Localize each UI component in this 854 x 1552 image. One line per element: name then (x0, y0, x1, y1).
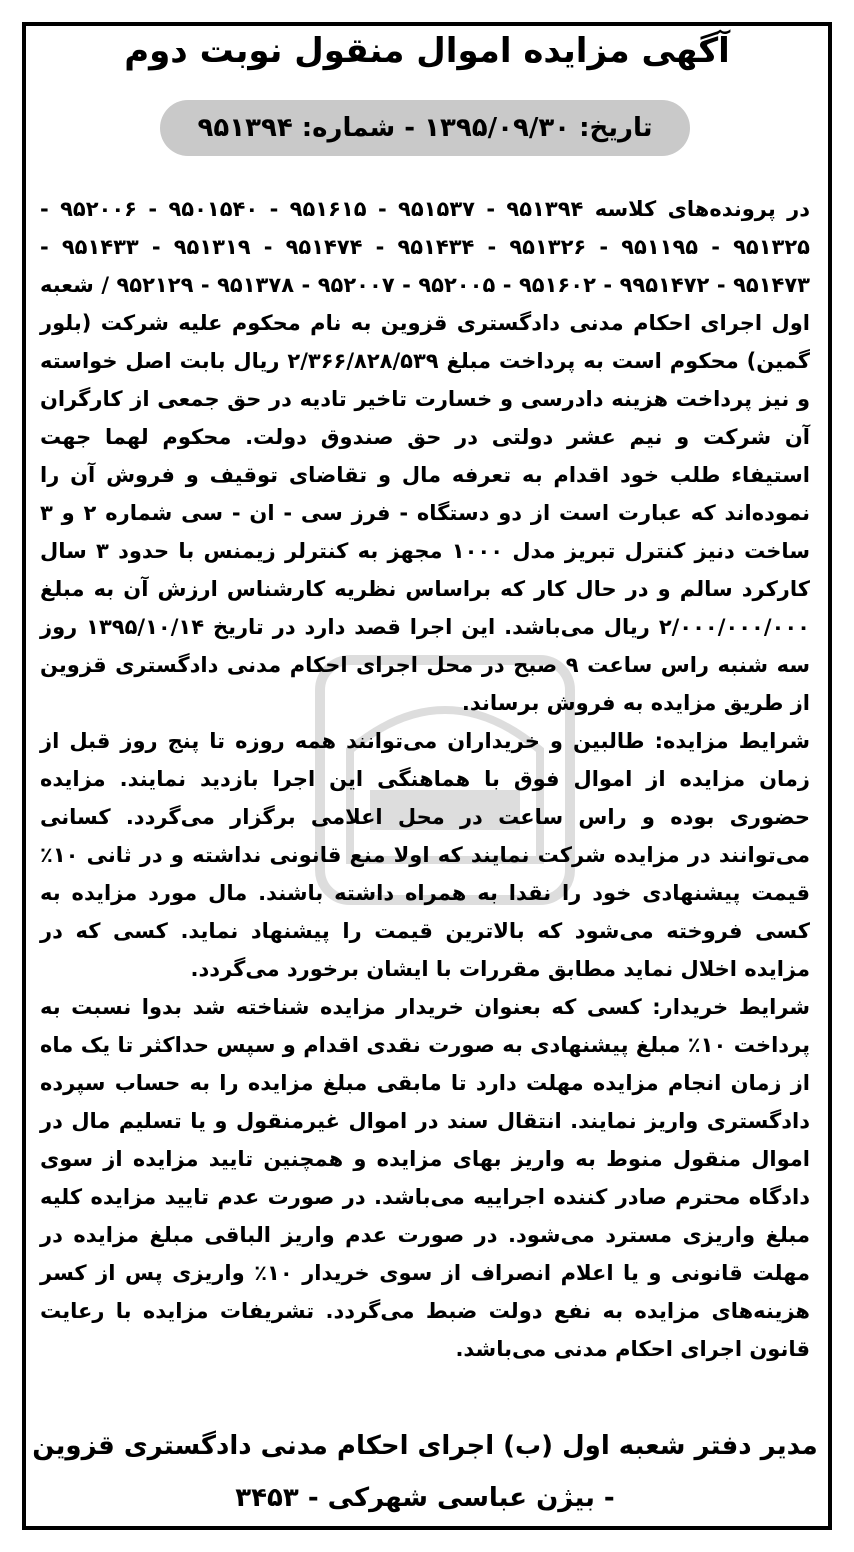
auction-conditions-paragraph: شرایط مزایده: طالبین و خریداران می‌توانند همه روزه تا پنج روز قبل از زمان مزایده از اموال فوق با هماهنگی این اجرا بازدید نمایند. مزایده حضوری بوده و راس ساعت در محل اعلامی برگزار می‌گردد. کسانی می‌توانند در مزایده شرکت نمایند که اولا منع قانونی نداشته و در ثانی ۱۰٪ قیمت پیشنهادی خود را نقدا به همراه داشته باشند. مال مورد مزایده به کسی فروخته می‌شود که بالاترین قیمت را پیشنهاد نماید. کسی که در مزایده اخلال نماید مطابق مقررات با ایشان برخورد می‌گردد. (40, 729, 810, 981)
notice-body (40, 190, 810, 1368)
notice-title: آگهی مزایده اموال منقول نوبت دوم (124, 31, 730, 71)
signature-block (30, 1420, 820, 1524)
date-number-bar (160, 100, 690, 156)
signature-text: مدیر دفتر شعبه اول (ب) اجرای احکام مدنی دادگستری قزوین - بیژن عباسی شهرکی - ۳۴۵۳ (32, 1431, 818, 1513)
date-number-text: تاریخ: ۱۳۹۵/۰۹/۳۰ - شماره: ۹۵۱۳۹۴ (197, 113, 653, 143)
case-details-paragraph: در پرونده‌های کلاسه ۹۵۱۳۹۴ - ۹۵۱۵۳۷ - ۹۵۱۶۱۵ - ۹۵۰۱۵۴۰ - ۹۵۲۰۰۶ - ۹۵۱۳۲۵ - ۹۵۱۱۹۵ - ۹۵۱۳۲۶ - ۹۵۱۴۳۴ - ۹۵۱۴۷۴ - ۹۵۱۳۱۹ - ۹۵۱۴۳۳ - ۹۵۱۴۷۳ - ۹۹۵۱۴۷۲ - ۹۵۱۶۰۲ - ۹۵۲۰۰۵ - ۹۵۲۰۰۷ - ۹۵۱۳۷۸ - ۹۵۲۱۲۹ / شعبه اول اجرای احکام مدنی دادگستری قزوین به نام محکوم علیه شرکت (بلور گمین) محکوم است به پرداخت مبلغ ۲/۳۶۶/۸۲۸/۵۳۹ ریال بابت اصل خواسته و نیز پرداخت هزینه دادرسی و خسارت تاخیر تادیه در حق جمعی از کارگران آن شرکت و نیم عشر دولتی در حق صندوق دولت. محکوم لهما جهت استیفاء طلب خود اقدام به تعرفه مال و تقاضای توقیف و فروش آن را نموده‌اند که عبارت است از دو دستگاه - فرز سی - ان - سی شماره ۲ و ۳ ساخت دنیز کنترل تبریز مدل ۱۰۰۰ مجهز به کنترلر زیمنس با حدود ۳ سال کارکرد سالم و در حال کار که براساس نظریه کارشناس ارزش آن به مبلغ ۲/۰۰۰/۰۰۰/۰۰۰ ریال می‌باشد. این اجرا قصد دارد در تاریخ ۱۳۹۵/۱۰/۱۴ روز سه شنبه راس ساعت ۹ صبح در محل اجرای احکام مدنی دادگستری قزوین از طریق مزایده به فروش برساند. (40, 197, 810, 715)
buyer-conditions-paragraph: شرایط خریدار: کسی که بعنوان خریدار مزایده شناخته شد بدوا نسبت به پرداخت ۱۰٪ مبلغ پیشنهادی به صورت نقدی اقدام و سپس حداکثر تا یک ماه از زمان انجام مزایده مهلت دارد تا مابقی مبلغ مزایده را به حساب سپرده دادگستری واریز نمایند. انتقال سند در اموال غیرمنقول و یا تسلیم مال در اموال منقول منوط به واریز بهای مزایده و همچنین تایید مزایده از سوی دادگاه محترم صادر کننده اجراییه می‌باشد. در صورت عدم تایید مزایده کلیه مبلغ واریزی مسترد می‌شود. در صورت عدم واریز الباقی مبلغ مزایده در مهلت قانونی و یا اعلام انصراف از سوی خریدار ۱۰٪ واریزی پس از کسر هزینه‌های مزایده به نفع دولت ضبط می‌گردد. تشریفات مزایده با رعایت قانون اجرای احکام مدنی می‌باشد. (40, 995, 810, 1361)
